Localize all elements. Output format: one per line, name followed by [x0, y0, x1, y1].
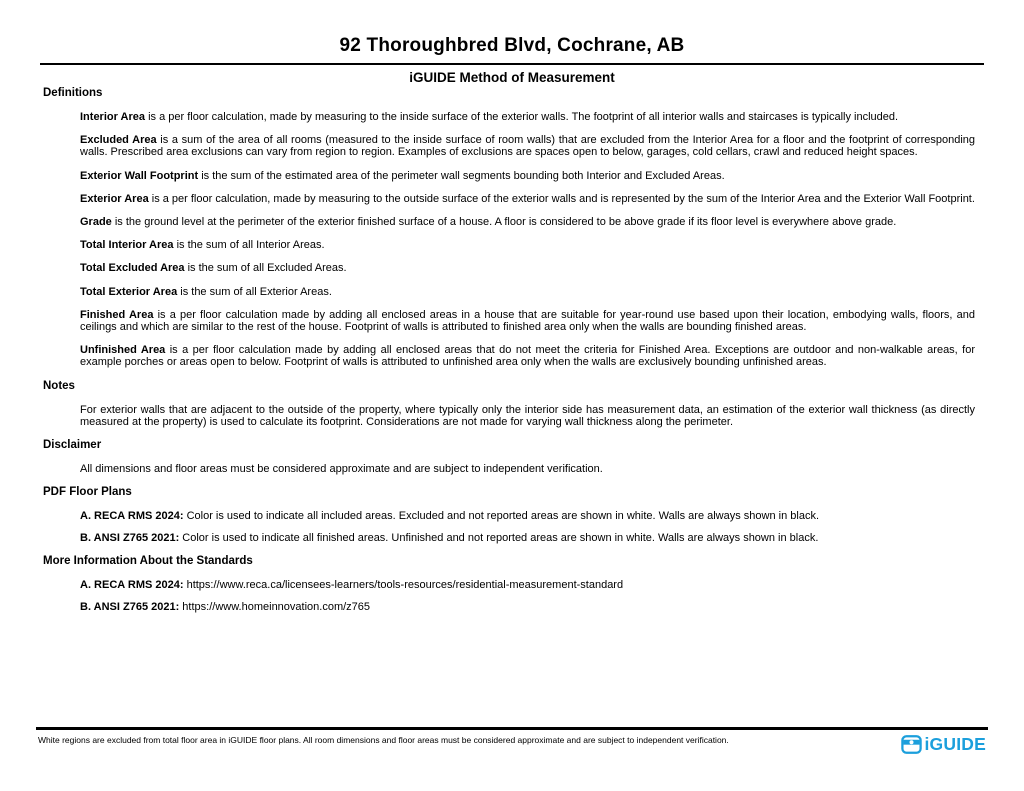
more-information-item-reca [80, 579, 975, 591]
definition-text: is the ground level at the perimeter of the exterior finished surface of a house. A floor is considered to be above grade if its floor level is everywhere above grade. [111, 216, 897, 229]
standard-label: B. ANSI Z765 2021: [80, 600, 180, 613]
pdf-floor-plans-item-ansi [80, 532, 975, 544]
definition-text: is a sum of the area of all rooms (measured to the inside surface of room walls) that are excluded from the Interior Area for a floor and the footprint of corresponding walls. Prescribed area exclusions can vary from region to region. Examples of exclusions are spaces open to below, garages, cold cellars, crawl and reduced height spaces. [80, 134, 975, 159]
section-heading-notes: Notes [43, 379, 75, 392]
definition-text: is a per floor calculation, made by measuring to the inside surface of the exterior walls. The footprint of all interior walls and staircases is typically included. [145, 111, 899, 123]
definition-exterior-wall-footprint [80, 170, 975, 182]
definition-text: is the sum of all Exterior Areas. [177, 285, 332, 298]
definition-total-interior-area [80, 239, 975, 251]
definition-text: is the sum of all Excluded Areas. [184, 262, 347, 275]
section-heading-disclaimer: Disclaimer [43, 439, 102, 452]
definition-text: is a per floor calculation made by adding all enclosed areas that do not meet the criteria for Finished Area. Exceptions are outdoor and non-walkable areas, for example porches or areas open to below. Footprint of walls is attributed to unfinished area only when the walls are exclusively bounding unfinished areas. [80, 344, 975, 369]
definition-term: Exterior Area [80, 192, 149, 205]
definition-term: Exterior Wall Footprint [80, 169, 199, 182]
iguide-logo [901, 734, 987, 755]
section-definitions [0, 87, 1024, 369]
definition-term: Interior Area [80, 111, 146, 123]
page-footer [36, 727, 988, 755]
standard-label: A. RECA RMS 2024: [80, 578, 184, 591]
footer-disclaimer-text: White regions are excluded from total floor area in iGUIDE floor plans. All room dimensions and floor areas must be considered approximate and are subject to independent verification. [38, 735, 729, 745]
definition-text: is the sum of the estimated area of the perimeter wall segments bounding both Interior and Excluded Areas. [198, 169, 725, 182]
definition-term: Total Excluded Area [80, 262, 185, 275]
iguide-logo-text: iGUIDE [924, 734, 986, 754]
standard-label: A. RECA RMS 2024: [80, 510, 184, 523]
more-information-item-ansi [80, 601, 975, 613]
definition-text: is the sum of all Interior Areas. [173, 239, 325, 252]
definition-unfinished-area [80, 344, 975, 368]
definition-term: Total Exterior Area [80, 285, 178, 298]
definition-exterior-area [80, 193, 975, 205]
section-heading-definitions: Definitions [43, 87, 103, 99]
standard-url[interactable]: https://www.homeinnovation.com/z765 [179, 600, 371, 613]
section-more-information [0, 555, 1024, 613]
definition-term: Finished Area [80, 308, 154, 321]
notes-text: For exterior walls that are adjacent to the outside of the property, where typically only the interior side has measurement data, an estimation of the exterior wall thickness (as directly measured at the property) is used to calculate its footprint. Considerations are not made for varying wall thickness along the perimeter. [80, 403, 975, 428]
definition-term: Grade [80, 216, 112, 229]
definition-grade [80, 216, 975, 228]
pdf-floor-plans-item-reca [80, 510, 975, 522]
section-pdf-floor-plans [0, 486, 1024, 544]
title-divider [40, 63, 984, 65]
definition-term: Excluded Area [80, 134, 157, 147]
definition-interior-area [80, 111, 975, 123]
definition-text: is a per floor calculation made by adding all enclosed areas in a house that are suitable for year-round use based upon their location, embodying walls, floors, and ceilings and which are similar to the rest of the house. Footprint of walls is attributed to finished area only when the walls are bounding finished areas. [80, 308, 975, 334]
section-disclaimer [0, 439, 1024, 475]
standard-label: B. ANSI Z765 2021: [80, 532, 180, 545]
definition-total-excluded-area [80, 262, 975, 274]
standard-text: Color is used to indicate all finished areas. Unfinished and not reported areas are shown in white. Walls are always shown in black. [179, 532, 819, 545]
iguide-camera-icon [901, 734, 922, 755]
definition-text: is a per floor calculation, made by measuring to the outside surface of the exterior walls and is represented by the sum of the Interior Area and the Exterior Wall Footprint. [148, 192, 975, 205]
section-notes [0, 380, 1024, 428]
definition-term: Unfinished Area [80, 344, 166, 357]
standard-text: Color is used to indicate all included areas. Excluded and not reported areas are shown in white. Walls are always shown in black. [183, 510, 820, 523]
document-subtitle: iGUIDE Method of Measurement [409, 70, 615, 85]
standard-url[interactable]: https://www.reca.ca/licensees-learners/tools-resources/residential-measurement-standard [183, 578, 624, 591]
page-title: 92 Thoroughbred Blvd, Cochrane, AB [339, 35, 685, 56]
definition-term: Total Interior Area [80, 239, 174, 252]
definition-total-exterior-area [80, 286, 975, 298]
definition-excluded-area [80, 134, 975, 158]
definition-finished-area [80, 309, 975, 333]
section-heading-pdf-floor-plans: PDF Floor Plans [43, 486, 132, 499]
disclaimer-text: All dimensions and floor areas must be considered approximate and are subject to independent verification. [80, 463, 603, 476]
section-heading-more-information: More Information About the Standards [43, 554, 253, 567]
